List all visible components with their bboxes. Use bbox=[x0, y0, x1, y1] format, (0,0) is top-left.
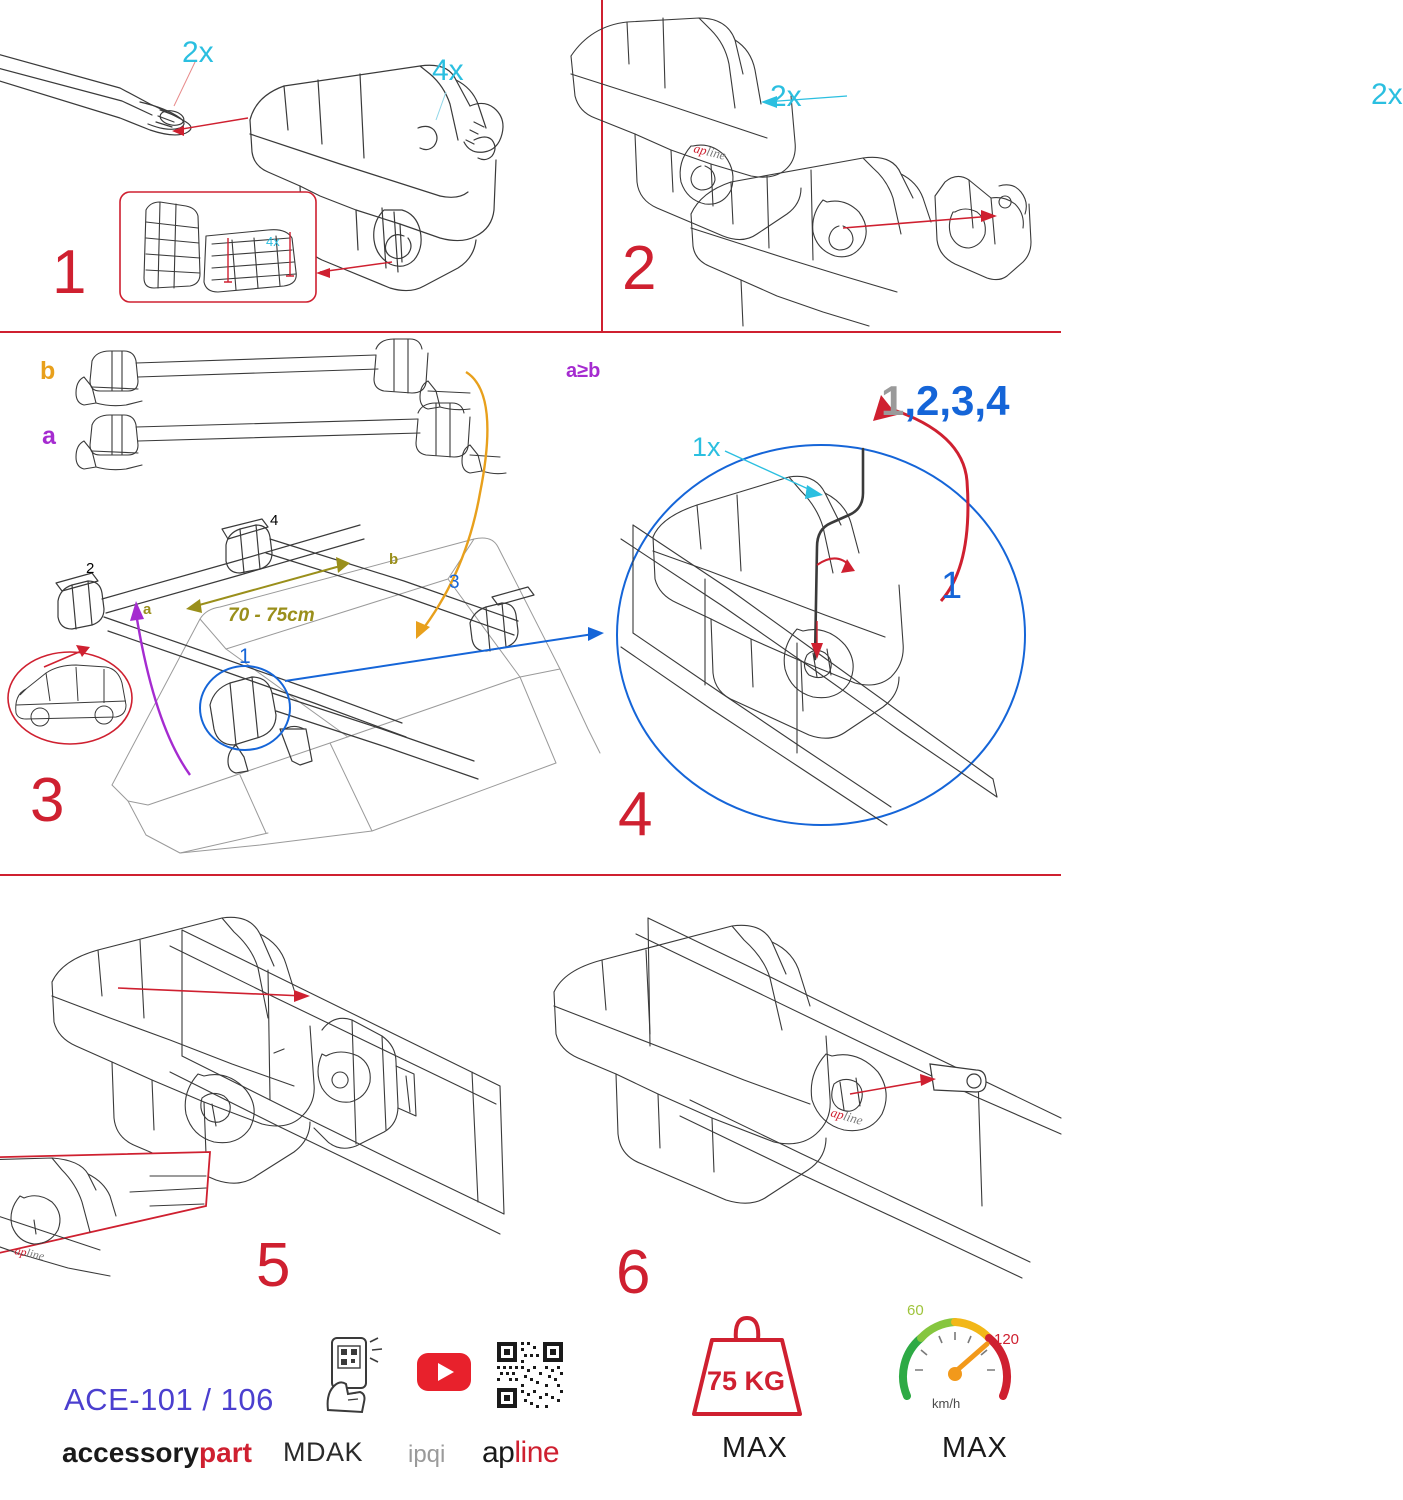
step-3-pos-1: 1 bbox=[239, 645, 251, 668]
max-speed-unit: km/h bbox=[932, 1396, 961, 1411]
footer-youtube-icon[interactable] bbox=[416, 1352, 472, 1392]
max-weight-icon bbox=[688, 1306, 806, 1418]
step-3-dimension-label: 70 - 75cm bbox=[228, 605, 315, 626]
step-3-mark-b: b bbox=[389, 551, 399, 568]
max-speed-max-tick: 120 bbox=[994, 1331, 1020, 1348]
step-3-label-a-bar: a bbox=[42, 422, 56, 450]
footer-brand-apline bbox=[482, 1436, 559, 1470]
step-6-number: 6 bbox=[616, 1238, 650, 1307]
step-3-number: 3 bbox=[30, 766, 64, 835]
svg-text:apline: apline bbox=[13, 1243, 46, 1264]
footer-qr-code-icon[interactable] bbox=[495, 1340, 565, 1410]
step-3-illustration bbox=[0, 333, 601, 874]
step-3-pos-2: 2 bbox=[86, 560, 95, 577]
step-3-pos-3: 3 bbox=[449, 572, 460, 593]
step-3-label-b-bar: b bbox=[40, 357, 56, 385]
footer-partner-ipqi: ipqi bbox=[408, 1441, 446, 1468]
brand-label-apline-step6: apline bbox=[829, 1104, 865, 1128]
brand-part-text: part bbox=[199, 1437, 252, 1468]
step-3-label-a-ge-b bbox=[566, 360, 600, 383]
step-1-illustration bbox=[0, 0, 601, 331]
max-weight-value: 75 KG bbox=[707, 1366, 786, 1396]
apline-suffix-text: line bbox=[514, 1436, 560, 1469]
step-2-illustration bbox=[601, 0, 1061, 331]
step-5-number: 5 bbox=[256, 1231, 290, 1300]
step-2-qty-lock: 2x bbox=[1371, 78, 1403, 111]
step-4-number: 4 bbox=[618, 780, 652, 849]
step-1-qty-foot: 4x bbox=[432, 54, 464, 87]
step-3-mark-a: a bbox=[143, 601, 152, 618]
max-weight-caption: MAX bbox=[722, 1432, 788, 1464]
step-2-number: 2 bbox=[622, 234, 656, 303]
footer-product-code: ACE-101 / 106 bbox=[64, 1382, 274, 1417]
step-3-pos-4: 4 bbox=[270, 512, 279, 529]
footer-partner-mdak: MDAK bbox=[283, 1437, 364, 1467]
step-2-qty-lock-visible: 2x bbox=[770, 80, 802, 113]
step-1-number: 1 bbox=[52, 238, 86, 307]
max-speed-min-tick: 60 bbox=[907, 1302, 924, 1319]
footer-brand-accessorypart bbox=[62, 1437, 252, 1469]
brand-label-apline: apline bbox=[692, 140, 728, 163]
step-4-order-first: 1 bbox=[941, 565, 963, 607]
step-4-qty-tool: 1x bbox=[692, 432, 721, 462]
step-4-order-sequence bbox=[881, 377, 1009, 425]
order-sequence-first: 1 bbox=[881, 377, 905, 424]
step-1-qty-bar: 2x bbox=[182, 36, 214, 69]
footer-qr-hand-icon[interactable] bbox=[318, 1336, 392, 1414]
a-ge-b-text: a≥b bbox=[566, 360, 601, 382]
order-sequence-rest: ,2,3,4 bbox=[904, 377, 1010, 424]
brand-accessory-text: accessory bbox=[62, 1437, 200, 1468]
max-speed-caption: MAX bbox=[942, 1432, 1008, 1464]
svg-text:4x: 4x bbox=[266, 234, 280, 249]
apline-prefix-text: ap bbox=[482, 1436, 515, 1469]
step-6-illustration bbox=[530, 876, 1061, 1296]
